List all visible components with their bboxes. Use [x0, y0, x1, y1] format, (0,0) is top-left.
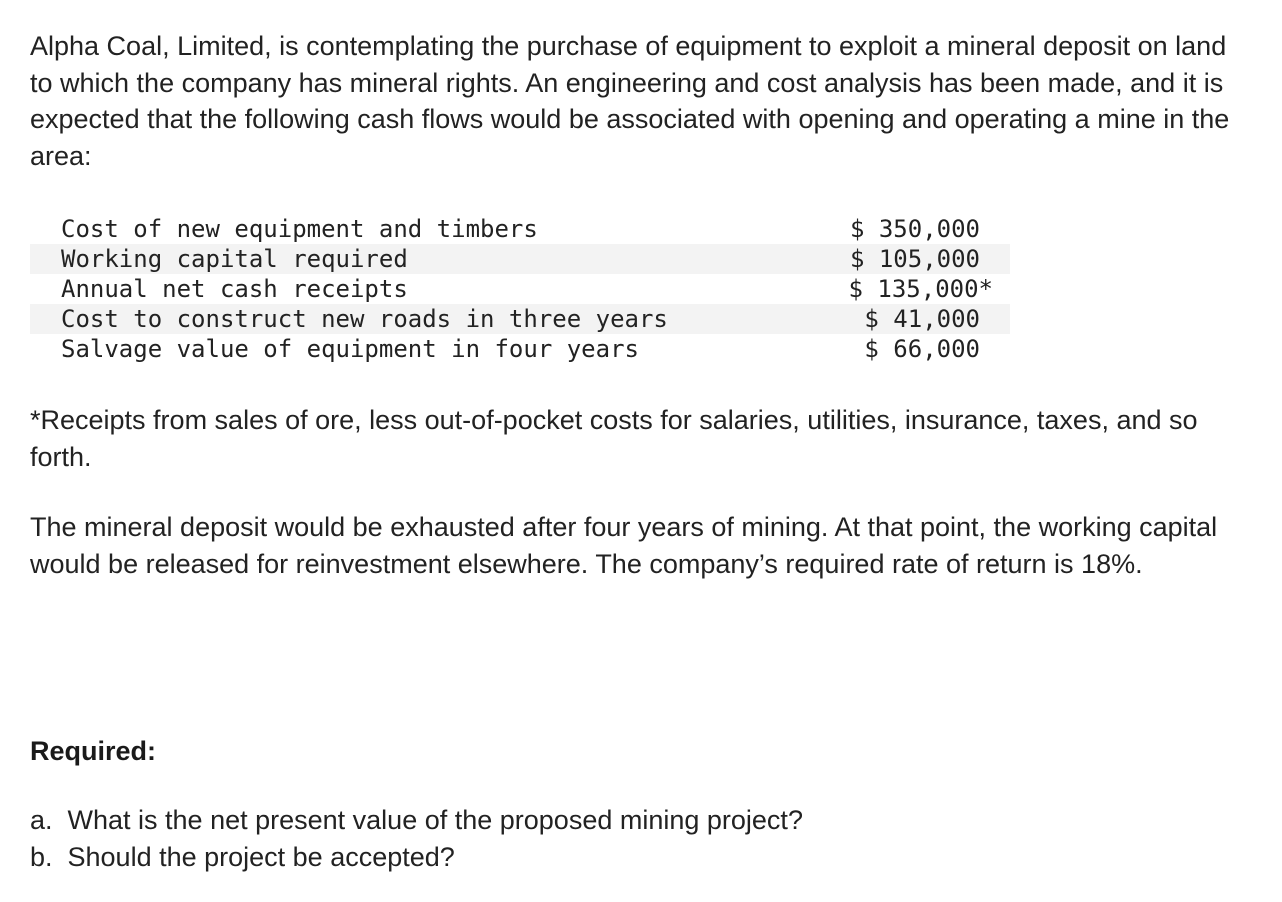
cost-row-roads: [30, 304, 1010, 334]
cost-value: $ 135,000*: [848, 275, 993, 303]
intro-paragraph: Alpha Coal, Limited, is contemplating the purchase of equipment to exploit a mineral deposit on land to which the company has mineral rights. An engineering and cost analysis has been made, and it is expected that the following cash flows would be associated with opening and operating a mine in the area:: [30, 31, 1230, 171]
question-b: b. Should the project be accepted?: [30, 841, 455, 872]
cost-value: $ 41,000: [864, 305, 980, 333]
intro-block: [30, 28, 1250, 174]
cost-row-annual-receipts: [30, 274, 1010, 304]
cost-label: Working capital required: [61, 245, 408, 273]
cost-row-salvage: [30, 334, 1010, 364]
required-heading: Required:: [30, 736, 157, 766]
cost-label: Cost of new equipment and timbers: [61, 215, 538, 243]
cost-table: [30, 214, 1010, 364]
cost-row-working-capital: [30, 244, 1010, 274]
cost-label: Annual net cash receipts: [61, 275, 408, 303]
cost-value: $ 350,000: [849, 215, 980, 243]
question-list: [30, 802, 803, 875]
footnote-block: [30, 402, 1230, 475]
cost-value: $ 105,000: [849, 245, 980, 273]
cost-row-equipment: [30, 214, 1010, 244]
details-paragraph: The mineral deposit would be exhausted after four years of mining. At that point, the working capital would be released for reinvestment elsewhere. The company’s required rate of return is 18%.: [30, 512, 1218, 579]
question-a: a. What is the net present value of the proposed mining project?: [30, 805, 803, 835]
cost-label: Cost to construct new roads in three years: [61, 305, 668, 333]
cost-value: $ 66,000: [864, 335, 980, 363]
details-block: [30, 509, 1240, 582]
footnote-text: *Receipts from sales of ore, less out-of-pocket costs for salaries, utilities, insurance, taxes, and so forth.: [30, 405, 1198, 472]
cost-label: Salvage value of equipment in four years: [61, 335, 639, 363]
